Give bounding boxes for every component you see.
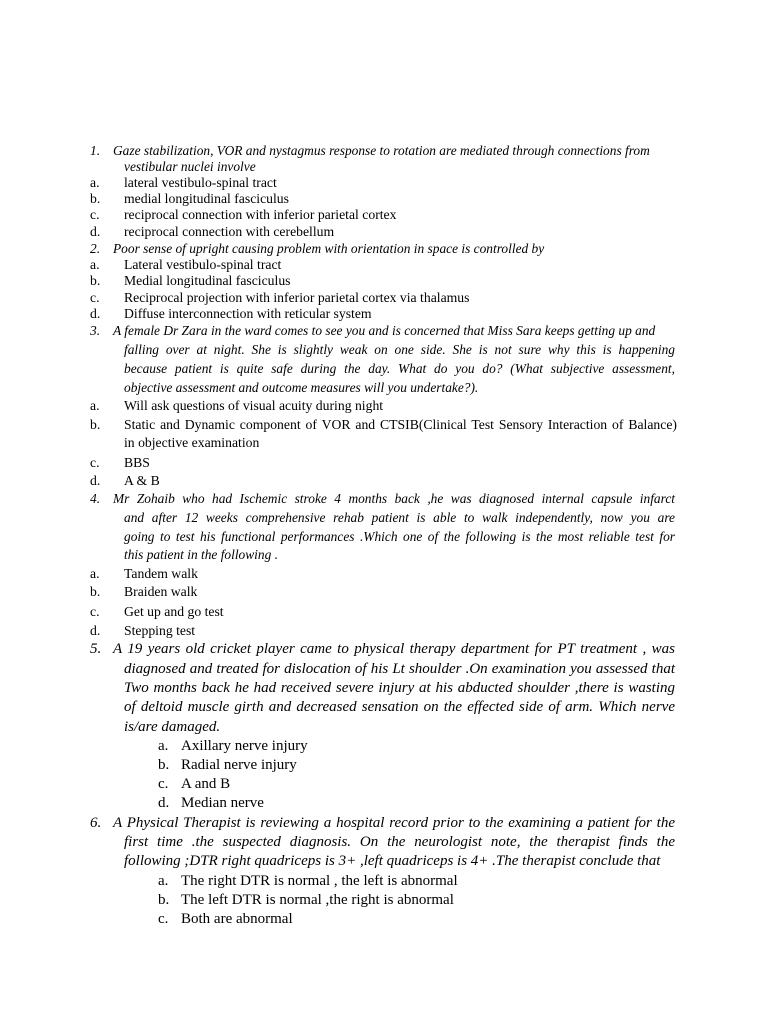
option-text: lateral vestibulo-spinal tract — [124, 175, 277, 190]
option-label: b. — [90, 584, 101, 599]
question-text-line: Mr Zohaib who had Ischemic stroke 4 months back ,he was diagnosed internal capsule infarct — [113, 491, 675, 506]
question-text-line: Poor sense of upright causing problem with orientation in space is controlled by — [113, 241, 545, 256]
option-text: medial longitudinal fasciculus — [124, 191, 289, 206]
question-number: 4. — [90, 491, 101, 506]
question-text-line: and after 12 weeks comprehensive rehab patient is able to walk independently, now you are — [124, 510, 675, 525]
option-label: d. — [90, 623, 101, 638]
option-text: reciprocal connection with cerebellum — [124, 224, 335, 239]
question-number: 5. — [90, 641, 102, 657]
option-label: b. — [90, 417, 101, 432]
option-label: c. — [90, 207, 100, 222]
question-text-line: falling over at night. She is slightly weak on one side. She is not sure why this is happening — [124, 342, 675, 357]
option-label: a. — [90, 398, 100, 413]
question-number: 3. — [90, 323, 101, 338]
question-text-line: A female Dr Zara in the ward comes to see you and is concerned that Miss Sara keeps getting up and — [113, 323, 656, 338]
question-number: 2. — [90, 241, 101, 256]
question-text-line: of deltoid muscle girth and decreased sensation on the effected side of arm. Which nerve — [124, 699, 675, 715]
option-label: b. — [158, 892, 170, 908]
option-text-continued: in objective examination — [124, 435, 260, 450]
option-text: Reciprocal projection with inferior parietal cortex via thalamus — [124, 290, 470, 305]
option-text: Diffuse interconnection with reticular system — [124, 306, 372, 321]
option-text: Stepping test — [124, 623, 196, 638]
option-text: A and B — [181, 776, 231, 792]
option-text: Lateral vestibulo-spinal tract — [124, 257, 282, 272]
question-text-line: A 19 years old cricket player came to physical therapy department for PT treatment , was — [113, 641, 675, 657]
question-text-line: Two months back he had received severe injury at his abducted shoulder ,there is wasting — [124, 680, 675, 696]
option-label: a. — [90, 257, 100, 272]
question-number: 6. — [90, 815, 102, 831]
question-text-line: objective assessment and outcome measures will you undertake?). — [124, 380, 479, 395]
question-text-line: because patient is quite safe during the day. What do you do? (What subjective assessment, — [124, 361, 675, 376]
option-text: Static and Dynamic component of VOR and CTSIB(Clinical Test Sensory Interaction of Balance) — [124, 417, 677, 432]
question-text-line: first time .the suspected diagnosis. On the neurologist note, the therapist finds the — [124, 834, 675, 850]
question-text-line: is/are damaged. — [124, 719, 221, 735]
option-label: a. — [158, 873, 169, 889]
option-label: c. — [158, 911, 169, 927]
question-text-line: Gaze stabilization, VOR and nystagmus response to rotation are mediated through connections from — [113, 143, 650, 158]
option-label: d. — [90, 473, 101, 488]
option-text: Get up and go test — [124, 604, 224, 619]
option-label: c. — [90, 455, 100, 470]
option-text: Tandem walk — [124, 566, 198, 581]
option-label: a. — [90, 566, 100, 581]
option-label: c. — [158, 776, 169, 792]
option-text: Axillary nerve injury — [181, 738, 308, 754]
option-text: Both are abnormal — [181, 911, 293, 927]
option-text: The right DTR is normal , the left is abnormal — [181, 873, 458, 889]
question-text-line: diagnosed and treated for dislocation of his Lt shoulder .On examination you assessed that — [124, 661, 675, 677]
option-label: a. — [90, 175, 100, 190]
question-text-line: vestibular nuclei involve — [124, 159, 256, 174]
option-text: Medial longitudinal fasciculus — [124, 273, 291, 288]
question-text-line: this patient in the following . — [124, 547, 278, 562]
option-label: b. — [158, 757, 170, 773]
option-text: Radial nerve injury — [181, 757, 297, 773]
option-label: d. — [90, 224, 101, 239]
option-label: b. — [90, 191, 101, 206]
option-text: BBS — [124, 455, 150, 470]
option-label: a. — [158, 738, 169, 754]
question-number: 1. — [90, 143, 101, 158]
option-label: c. — [90, 604, 100, 619]
question-text-line: going to test his functional performances .Which one of the following is the most reliable test for — [124, 529, 675, 544]
option-label: d. — [158, 795, 170, 811]
option-text: reciprocal connection with inferior parietal cortex — [124, 207, 397, 222]
option-text: Will ask questions of visual acuity during night — [124, 398, 384, 413]
option-text: Median nerve — [181, 795, 264, 811]
option-text: The left DTR is normal ,the right is abnormal — [181, 892, 454, 908]
option-label: d. — [90, 306, 101, 321]
option-text: Braiden walk — [124, 584, 198, 599]
option-label: c. — [90, 290, 100, 305]
question-text-line: A Physical Therapist is reviewing a hospital record prior to the examining a patient for the — [113, 815, 675, 831]
option-text: A & B — [124, 473, 160, 488]
question-text-line: following ;DTR right quadriceps is 3+ ,left quadriceps is 4+ .The therapist conclude that — [124, 853, 661, 869]
option-label: b. — [90, 273, 101, 288]
